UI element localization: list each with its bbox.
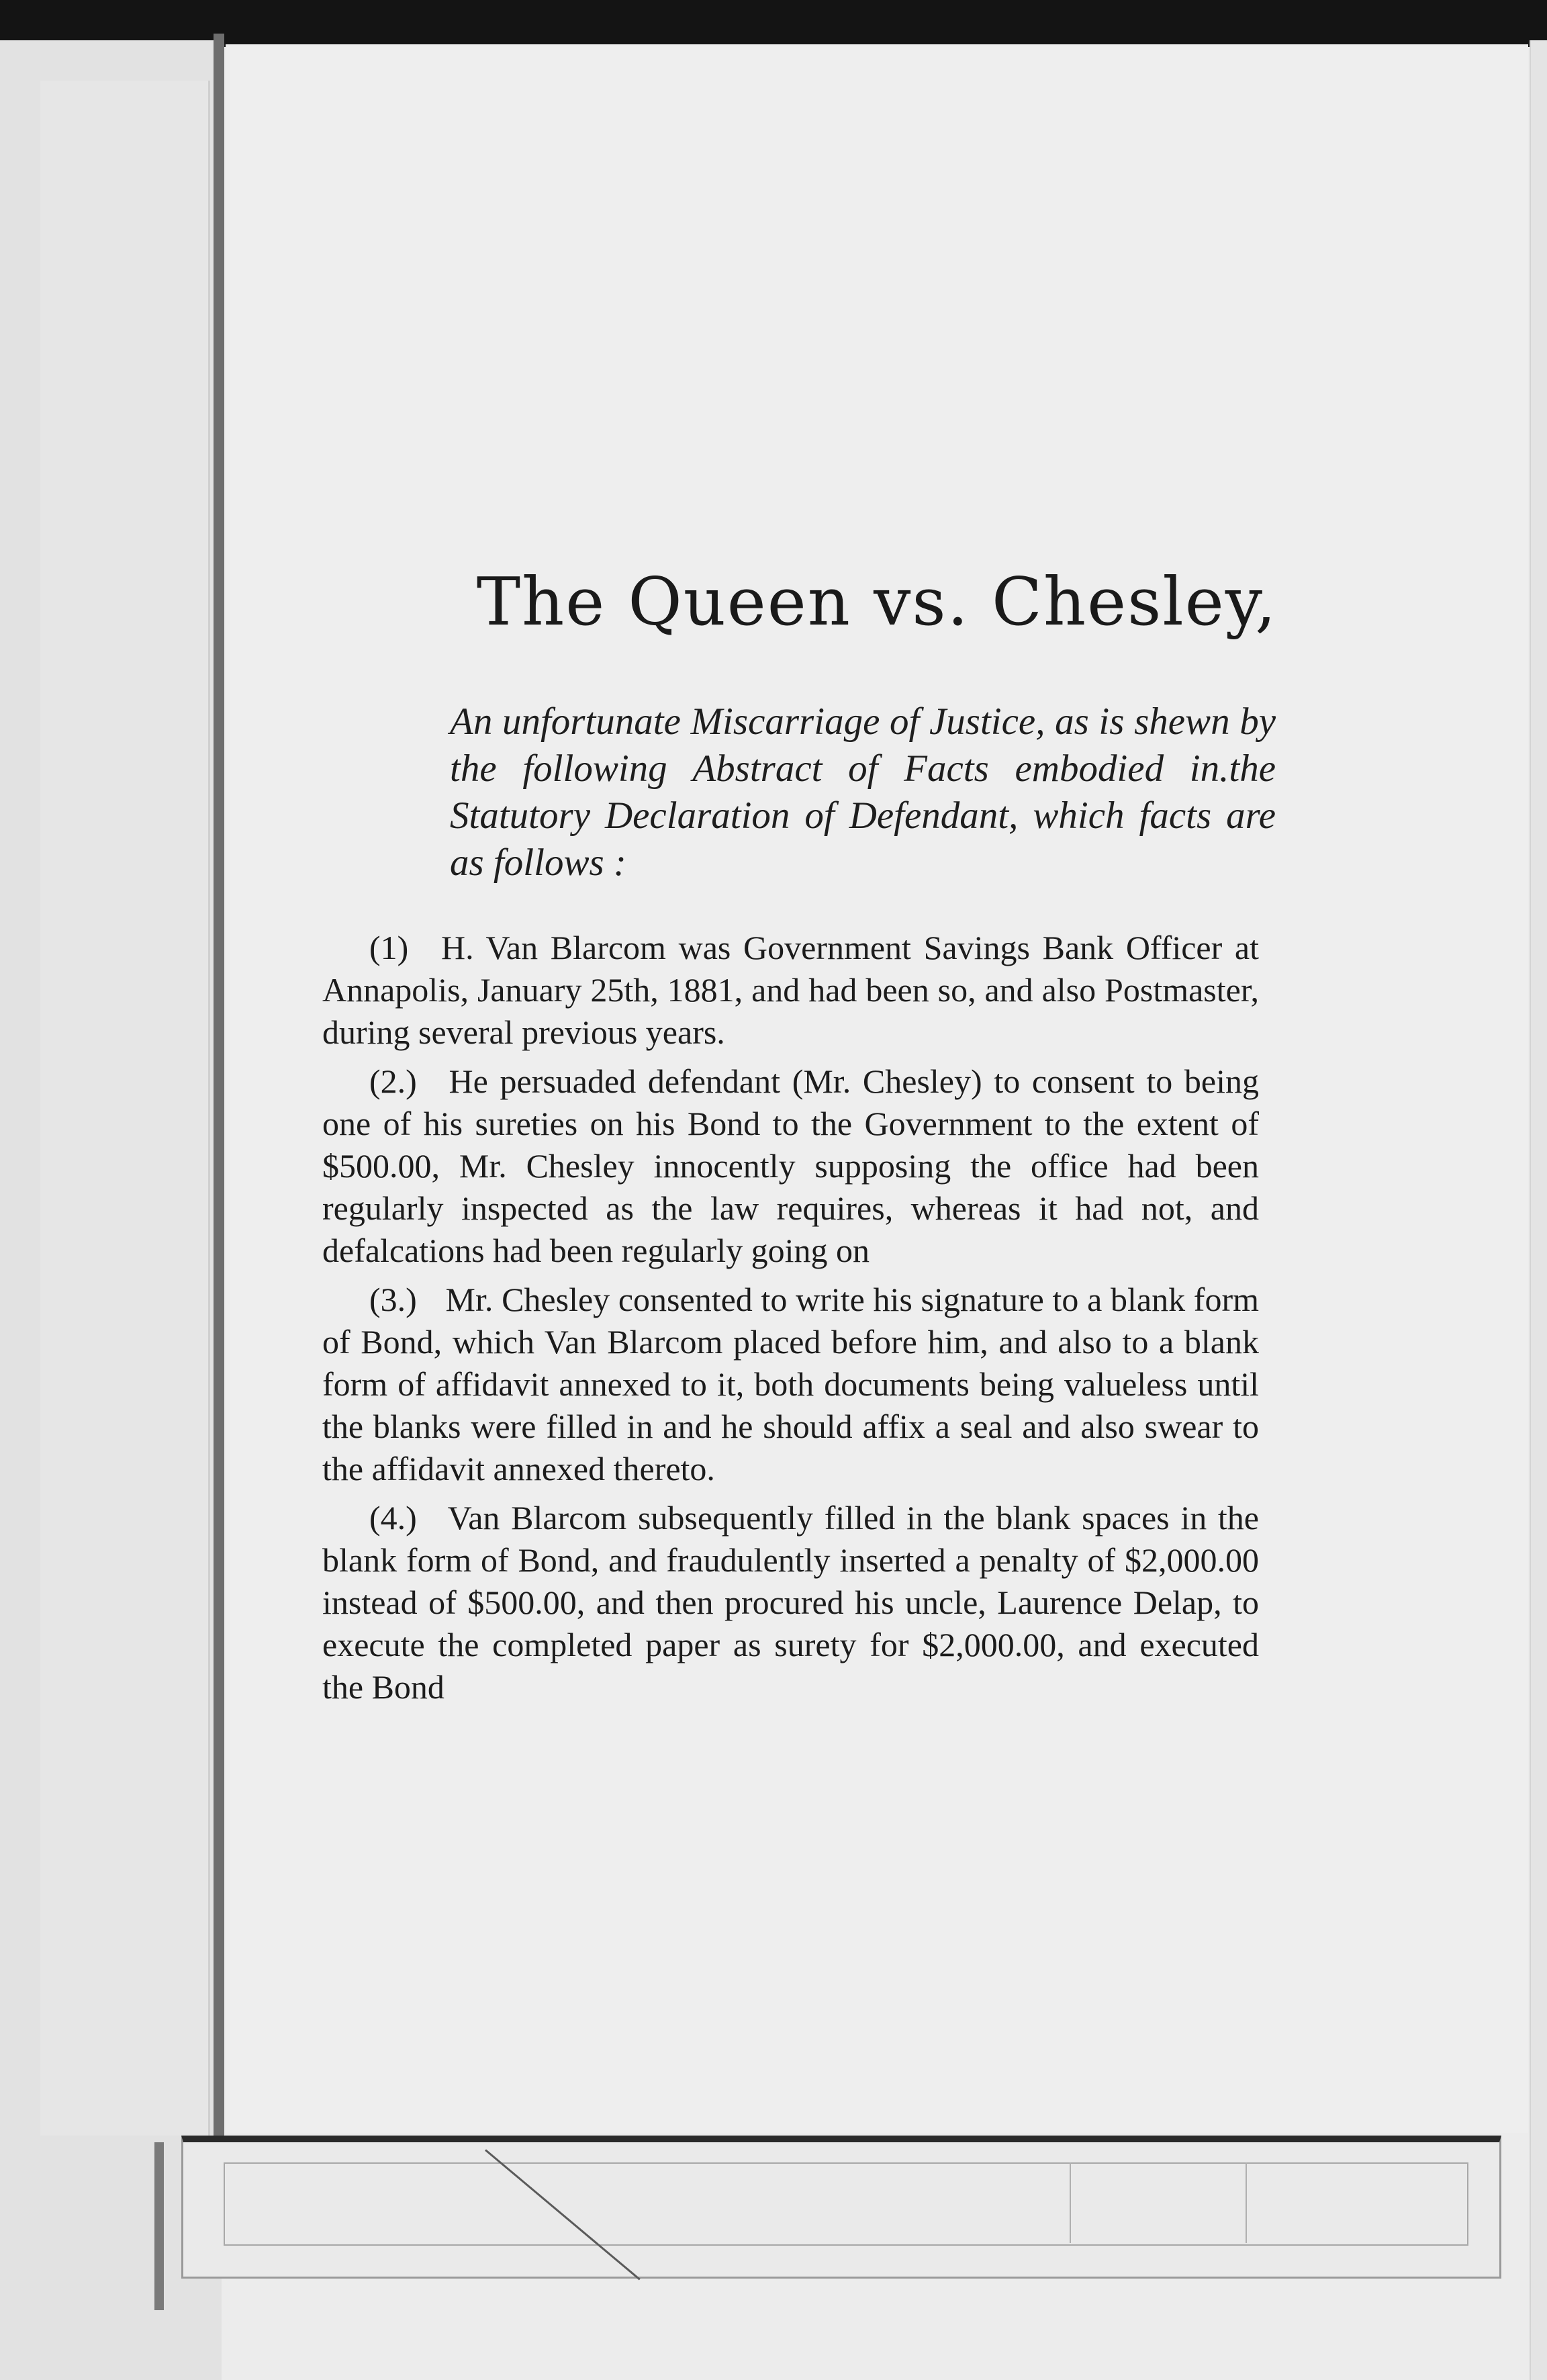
document-title: The Queen vs. Chesley, (476, 564, 1278, 641)
paragraph-1 (322, 927, 1259, 1054)
left-facing-page-inner (40, 81, 210, 2136)
paragraph-number: (3.) (369, 1281, 417, 1318)
paragraph-2 (322, 1060, 1259, 1272)
right-page-edge (1530, 40, 1547, 2380)
paragraph-number: (1) (369, 929, 409, 966)
paragraph-3 (322, 1279, 1259, 1490)
paragraph-text: He persuaded defendant (Mr. Chesley) to consent to being one of his sureties on his Bond to the Government to the extent of $500.00, Mr. Chesley innocently supposing the office had been regularly inspected as the law requires, whereas it had not, and defalcations had been regularly going on (322, 1062, 1259, 1269)
bottom-binding-frame (181, 2136, 1501, 2279)
paragraph-number: (4.) (369, 1499, 417, 1537)
book-spine-shadow-lower (154, 2142, 164, 2310)
left-facing-page (0, 40, 222, 2380)
bottom-binding-inner (224, 2162, 1468, 2246)
paragraph-text: Mr. Chesley consented to write his signature to a blank form of Bond, which Van Blarcom placed before him, and also to a blank form of affidavit annexed to it, both documents being valueless until the blanks were filled in and he should affix a seal and also swear to the affidavit annexed thereto. (322, 1281, 1259, 1488)
paragraph-4 (322, 1497, 1259, 1708)
scan-top-border (0, 0, 1547, 47)
subtitle-text: An unfortunate Miscarriage of Justice, as is shewn by the following Abstract of Facts embodied in.the Statutory Declaration of Defendant, which facts are as follows : (450, 700, 1276, 884)
book-spine-shadow (214, 34, 224, 2183)
paragraph-text: Van Blarcom subsequently filled in the blank spaces in the blank form of Bond, and fraudulently inserted a penalty of $2,000.00 instead of $500.00, and then procured his uncle, Laurence Delap, to execute the completed paper as surety for $2,000.00, and executed the Bond (322, 1499, 1259, 1706)
document-subtitle (329, 698, 1276, 886)
document-body (322, 927, 1259, 1715)
bottom-binding-panel (1070, 2162, 1247, 2243)
paragraph-number: (2.) (369, 1062, 417, 1100)
paragraph-text: H. Van Blarcom was Government Savings Bank Officer at Annapolis, January 25th, 1881, and had been so, and also Postmaster, during several previous years. (322, 929, 1260, 1051)
